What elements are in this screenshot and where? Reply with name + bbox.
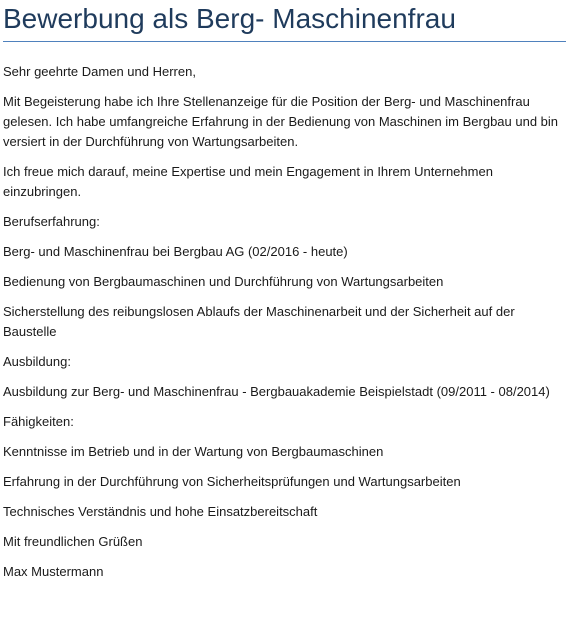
experience-heading: Berufserfahrung: — [3, 214, 100, 229]
intro-paragraph: Mit Begeisterung habe ich Ihre Stellenanzeige für die Position der Berg- und Maschinenfrau gelesen. Ich habe umfangreiche Erfahrung in der Bedienung von Maschinen im Bergbau und bin versiert in der Durchführung von Wartungsarbeiten. — [3, 94, 559, 149]
experience-item-duties: Bedienung von Bergbaumaschinen und Durchführung von Wartungsarbeiten — [3, 274, 444, 289]
salutation: Sehr geehrte Damen und Herren, — [3, 64, 196, 79]
motivation-paragraph: Ich freue mich darauf, meine Expertise und mein Engagement in Ihrem Unternehmen einzubringen. — [3, 164, 493, 199]
experience-item-position: Berg- und Maschinenfrau bei Bergbau AG (02/2016 - heute) — [3, 244, 348, 259]
skills-item-machines: Kenntnisse im Betrieb und in der Wartung von Bergbaumaschinen — [3, 444, 384, 459]
closing: Mit freundlichen Grüßen — [3, 534, 143, 549]
signature-name: Max Mustermann — [3, 564, 104, 579]
letter-body — [3, 62, 566, 582]
skills-item-safety-checks: Erfahrung in der Durchführung von Sicherheitsprüfungen und Wartungsarbeiten — [3, 474, 461, 489]
page-title: Bewerbung als Berg- Maschinenfrau — [3, 3, 456, 34]
title-divider — [3, 41, 566, 42]
skills-item-technical: Technisches Verständnis und hohe Einsatzbereitschaft — [3, 504, 318, 519]
education-item: Ausbildung zur Berg- und Maschinenfrau - Bergbauakademie Beispielstadt (09/2011 - 08/2014) — [3, 384, 550, 399]
skills-heading: Fähigkeiten: — [3, 414, 74, 429]
experience-item-safety: Sicherstellung des reibungslosen Ablaufs der Maschinenarbeit und der Sicherheit auf der Baustelle — [3, 304, 515, 339]
education-heading: Ausbildung: — [3, 354, 71, 369]
